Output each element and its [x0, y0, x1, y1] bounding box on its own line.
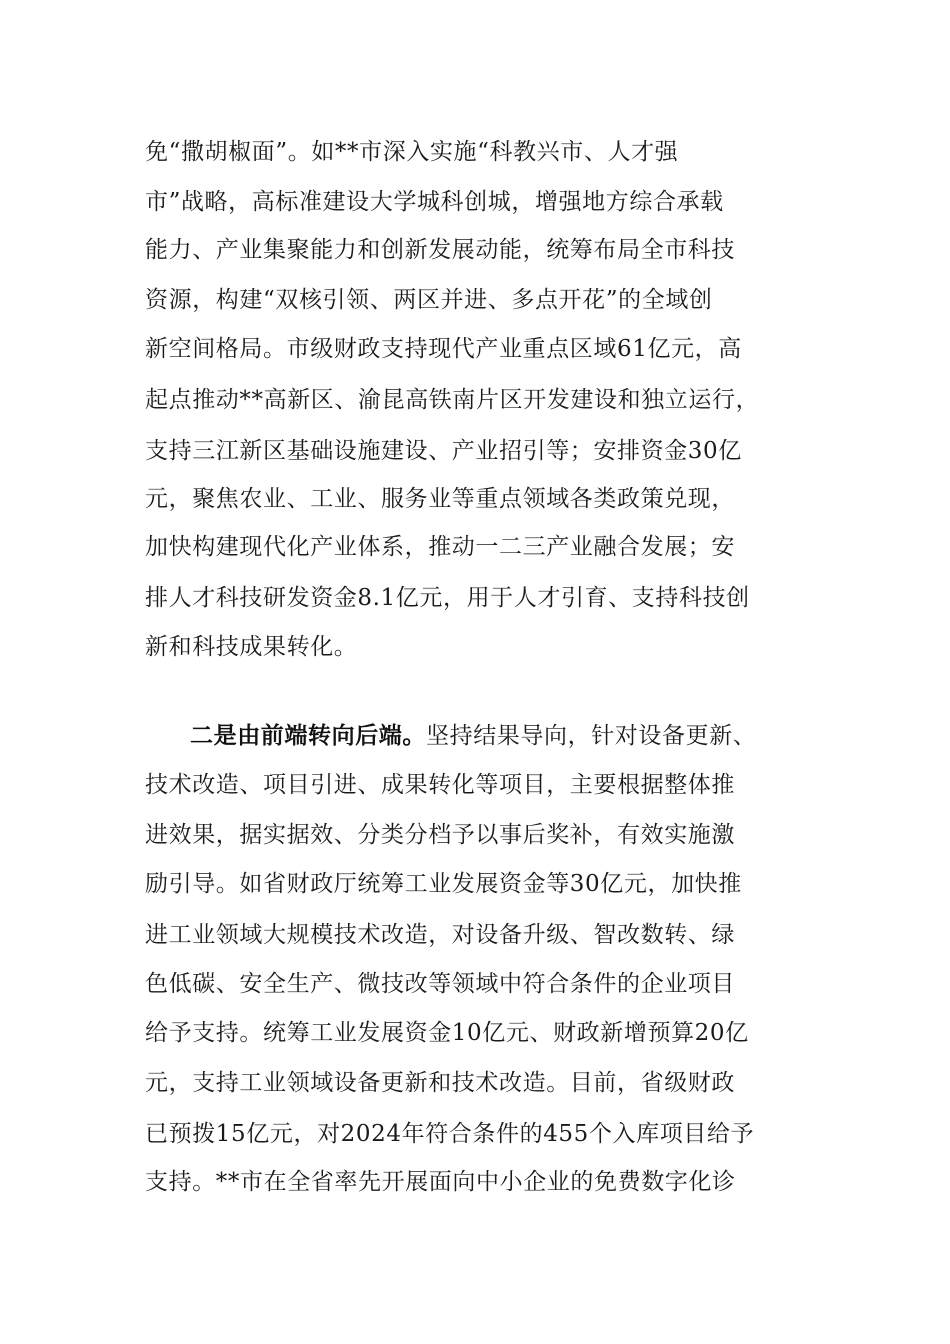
paragraph-line: 支持。**市在全省率先开展面向中小企业的免费数字化诊: [145, 1169, 736, 1195]
paragraph-line: 元，聚焦农业、工业、服务业等重点领域各类政策兑现，: [145, 486, 735, 512]
paragraph-line: 排人才科技研发资金8.1亿元，用于人才引育、支持科技创: [145, 585, 750, 611]
paragraph-line: 新空间格局。市级财政支持现代产业重点区域61亿元，高: [145, 336, 742, 362]
paragraph-line: 元，支持工业领域设备更新和技术改造。目前，省级财政: [145, 1070, 735, 1096]
paragraph-line: 市”战略，高标准建设大学城科创城，增强地方综合承载: [145, 189, 724, 215]
paragraph-line: 新和科技成果转化。: [145, 634, 358, 660]
paragraph-line: 进效果，据实据效、分类分档予以事后奖补，有效实施激: [145, 822, 735, 848]
paragraph-line: 资源，构建“双核引领、两区并进、多点开花”的全域创: [145, 287, 713, 313]
paragraph-line: 色低碳、安全生产、微技改等领域中符合条件的企业项目: [145, 971, 735, 997]
paragraph-line: 免“撒胡椒面”。如**市深入实施“科教兴市、人才强: [145, 139, 679, 165]
paragraph-line: 能力、产业集聚能力和创新发展动能，统筹布局全市科技: [145, 237, 735, 263]
paragraph-line: 进工业领域大规模技术改造，对设备升级、智改数转、绿: [145, 922, 735, 948]
paragraph-line-text: 坚持结果导向，针对设备更新、: [426, 723, 757, 749]
paragraph-line: 已预拨15亿元，对2024年符合条件的455个入库项目给予: [145, 1121, 755, 1147]
paragraph-line: 技术改造、项目引进、成果转化等项目，主要根据整体推: [145, 772, 735, 798]
paragraph-line: 给予支持。统筹工业发展资金10亿元、财政新增预算20亿: [145, 1020, 749, 1046]
paragraph-lead-heading: 二是由前端转向后端。: [190, 723, 426, 749]
paragraph-line: 起点推动**高新区、渝昆高铁南片区开发建设和独立运行，: [145, 387, 760, 413]
paragraph-line: 励引导。如省财政厅统筹工业发展资金等30亿元，加快推: [145, 871, 742, 897]
paragraph-line: 加快构建现代化产业体系，推动一二三产业融合发展；安: [145, 534, 735, 560]
paragraph-line: 支持三江新区基础设施建设、产业招引等；安排资金30亿: [145, 438, 742, 464]
paragraph-first-line: [190, 716, 860, 756]
